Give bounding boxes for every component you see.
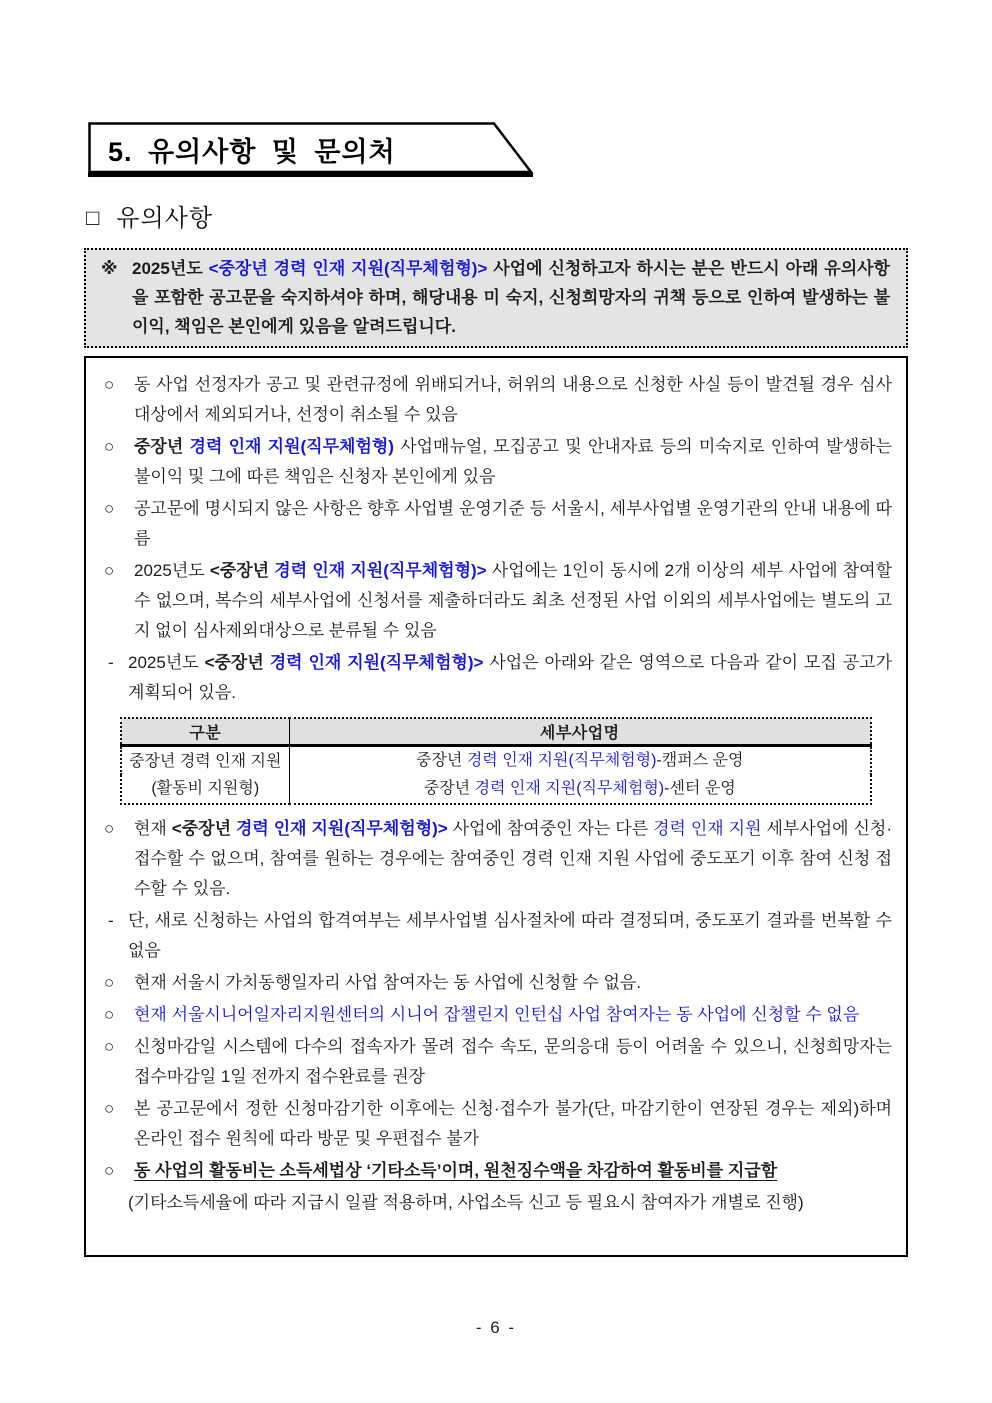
table-header-row	[121, 718, 871, 745]
notice-item	[100, 494, 892, 554]
notice-item	[100, 1032, 892, 1092]
notice-item	[100, 906, 892, 966]
notice-item	[100, 1156, 892, 1186]
circle-bullet-icon: ○	[104, 375, 115, 394]
circle-bullet-icon: ○	[104, 1098, 115, 1118]
category-line: (활동비 지원형)	[151, 779, 260, 797]
notice-item	[100, 556, 892, 646]
notice-item-text: (기타소득세율에 따라 지급시 일괄 적용하며, 사업소득 신고 등 필요시 참여자가 개별로 진행)	[128, 1192, 804, 1212]
circle-bullet-icon: ○	[104, 972, 115, 992]
dash-bullet-icon: -	[108, 653, 114, 672]
notice-item-text: 현재 서울시니어일자리지원센터의 시니어 잡챌린지 인턴십 사업 참여자는 동 사업에 신청할 수 없음	[134, 1004, 860, 1024]
circle-bullet-icon: ○	[104, 1036, 115, 1056]
page-number: - 6 -	[475, 1318, 517, 1337]
subsection-heading	[86, 198, 213, 233]
notice-item-text: 본 공고문에서 정한 신청마감기한 이후에는 신청·접수가 불가(단, 마감기한이 연장된 경우는 제외)하며 온라인 접수 원칙에 따라 방문 및 우편접수 불가	[134, 1098, 892, 1148]
circle-bullet-icon: ○	[104, 499, 115, 518]
notice-item-text: 2025년도 <중장년 경력 인재 지원(직무체험형)> 사업은 아래와 같은 영역으로 다음과 같이 모집 공고가 계획되어 있음.	[128, 653, 892, 702]
notice-item-text: 현재 <중장년 경력 인재 지원(직무체험형)> 사업에 참여중인 자는 다른 경력 인재 지원 세부사업에 신청·접수할 수 없으며, 참여를 원하는 경우에는 참여중인 경력 인재 지원 사업에 중도포기 이후 참여 신청 접수할 수 있음.	[134, 818, 892, 898]
circle-bullet-icon: ○	[104, 1160, 115, 1180]
dash-bullet-icon: -	[108, 910, 114, 930]
column-header-category: 구분	[121, 718, 289, 745]
square-bullet-icon: □	[86, 205, 101, 230]
notice-box	[84, 248, 908, 348]
notice-item-text: 공고문에 명시되지 않은 사항은 향후 사업별 운영기준 등 서울시, 세부사업별 운영기관의 안내 내용에 따름	[134, 499, 892, 548]
notice-item-text: 2025년도 <중장년 경력 인재 지원(직무체험형)> 사업에는 1인이 동시에 2개 이상의 세부 사업에 참여할 수 없으며, 복수의 세부사업에 신청서를 제출하더라도 최초 선정된 사업 이외의 세부사업에는 별도의 고지 없이 심사제외대상으로 분류될 수 있음	[134, 561, 893, 640]
reference-mark-icon: ※	[101, 259, 118, 278]
program-table	[120, 717, 872, 805]
notice-item	[100, 1094, 892, 1154]
category-cell	[121, 745, 289, 804]
circle-bullet-icon: ○	[104, 818, 115, 838]
subsection-title: 유의사항	[116, 205, 214, 232]
circle-bullet-icon: ○	[104, 1004, 115, 1024]
notice-item	[100, 432, 892, 492]
notice-item	[100, 1188, 892, 1218]
notice-item-text: 신청마감일 시스템에 다수의 접속자가 몰려 접수 속도, 문의응대 등이 어려울 수 있으니, 신청희망자는 접수마감일 1일 전까지 접수완료를 권장	[134, 1036, 892, 1086]
notice-item-text: 동 사업 선정자가 공고 및 관련규정에 위배되거나, 허위의 내용으로 신청한 사실 등이 발견될 경우 심사대상에서 제외되거나, 선정이 취소될 수 있음	[134, 375, 892, 424]
notice-item-text: 단, 새로 신청하는 사업의 합격여부는 세부사업별 심사절차에 따라 결정되며, 중도포기 결과를 번복할 수 없음	[128, 910, 892, 960]
table-row	[121, 745, 871, 775]
notice-item	[100, 814, 892, 904]
notice-items-bottom	[100, 814, 892, 1218]
section-title: 5. 유의사항 및 문의처	[108, 136, 396, 167]
notice-item	[100, 370, 892, 430]
content-box	[84, 356, 908, 1257]
section-title-banner	[88, 122, 534, 179]
program-cell: 중장년 경력 인재 지원(직무체험형)-캠퍼스 운영	[416, 751, 744, 769]
notice-item-text: 동 사업의 활동비는 소득세법상 ‘기타소득’이며, 원천징수액을 차감하여 활동비를 지급함	[134, 1160, 778, 1180]
notice-item	[100, 968, 892, 998]
notice-items-top	[100, 370, 892, 708]
notice-item	[100, 1000, 892, 1030]
program-cell: 중장년 경력 인재 지원(직무체험형)-센터 운영	[423, 779, 736, 797]
notice-item-text: 현재 서울시 가치동행일자리 사업 참여자는 동 사업에 신청할 수 없음.	[134, 972, 642, 992]
notice-item-text: 중장년 경력 인재 지원(직무체험형) 사업매뉴얼, 모집공고 및 안내자료 등의 미숙지로 인하여 발생하는 불이익 및 그에 따른 책임은 신청자 본인에게 있음	[134, 437, 892, 486]
notice-box-text: 2025년도 <중장년 경력 인재 지원(직무체험형)> 사업에 신청하고자 하시는 분은 반드시 아래 유의사항을 포함한 공고문을 숙지하셔야 하며, 해당내용 미 숙지, 신청희망자의 귀책 등으로 인하여 발생하는 불이익, 책임은 본인에게 있음을 알려드립니다.	[132, 259, 890, 336]
circle-bullet-icon: ○	[104, 561, 115, 580]
column-header-program: 세부사업명	[289, 718, 871, 745]
circle-bullet-icon: ○	[104, 437, 115, 456]
category-line: 중장년 경력 인재 지원	[129, 752, 282, 770]
notice-item	[100, 648, 892, 708]
